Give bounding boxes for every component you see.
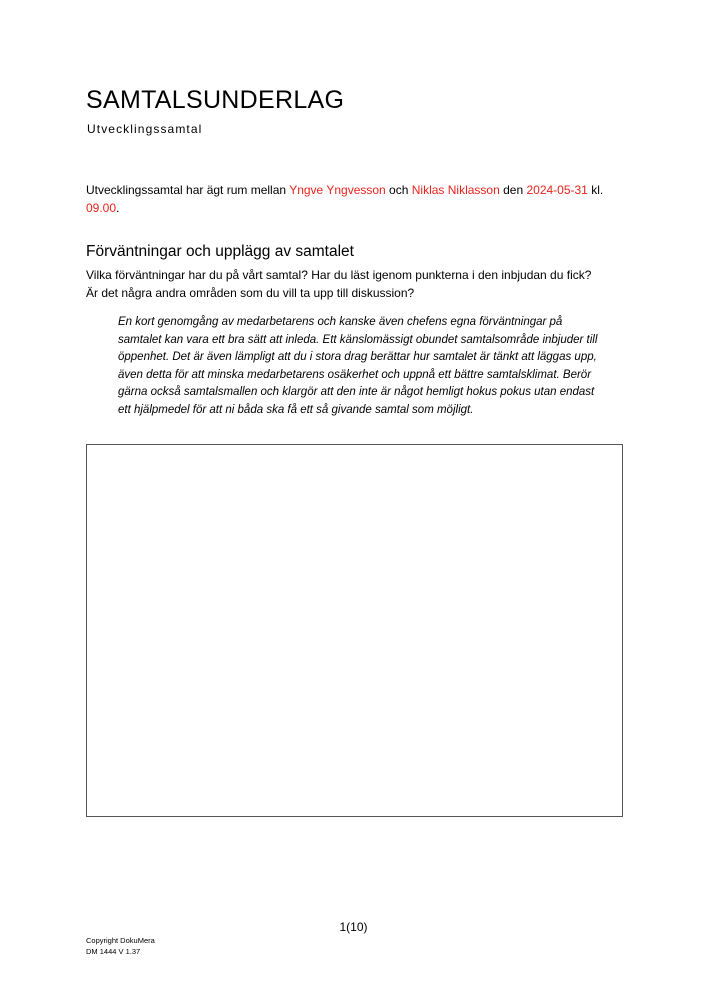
answer-field[interactable]	[86, 444, 623, 817]
meeting-summary	[86, 181, 626, 217]
employee-name: Yngve Yngvesson	[289, 183, 386, 197]
intro-prefix: Utvecklingssamtal har ägt rum mellan	[86, 183, 290, 197]
footer	[86, 936, 155, 957]
copyright-text: Copyright DokuMera	[86, 936, 155, 945]
page-number: 1(10)	[339, 920, 368, 934]
document-title: SAMTALSUNDERLAG	[86, 86, 345, 114]
question-line-2: Är det några andra områden som du vill ta upp till diskussion?	[86, 286, 415, 300]
intro-kl: kl.	[587, 183, 604, 197]
section-heading: Förväntningar och upplägg av samtalet	[86, 243, 354, 260]
meeting-time: 09.00	[86, 201, 117, 215]
guidance-text: En kort genomgång av medarbetarens och kanske även chefens egna förväntningar på samtalet kan vara ett bra sätt att inleda. Ett känslomässigt obundet samtalsområde inbjuder till öppenhet. Det är även lämpligt att du i stora drag berättar hur samtalet är tänkt att läggas upp, även detta för att minska medarbetarens osäkerhet och uppnå ett bättre samtalsklimat. Berör gärna också samtalsmallen och klargör att den inte är något hemligt hokus pokus utan endast ett hjälpmedel för att ni båda ska få ett så givande samtal som möjligt.	[118, 316, 598, 416]
section-question	[86, 266, 631, 302]
version-text: DM 1444 V 1.37	[86, 946, 141, 956]
intro-suffix: .	[116, 201, 120, 215]
document-subtitle: Utvecklingssamtal	[87, 122, 203, 136]
meeting-date: 2024-05-31	[526, 183, 588, 197]
question-line-1: Vilka förväntningar har du på vårt samtal? Har du läst igenom punkterna i den inbjudan du fick?	[86, 268, 592, 282]
manager-name: Niklas Niklasson	[411, 183, 500, 197]
intro-conjunction: och	[385, 183, 412, 197]
intro-den: den	[499, 183, 527, 197]
